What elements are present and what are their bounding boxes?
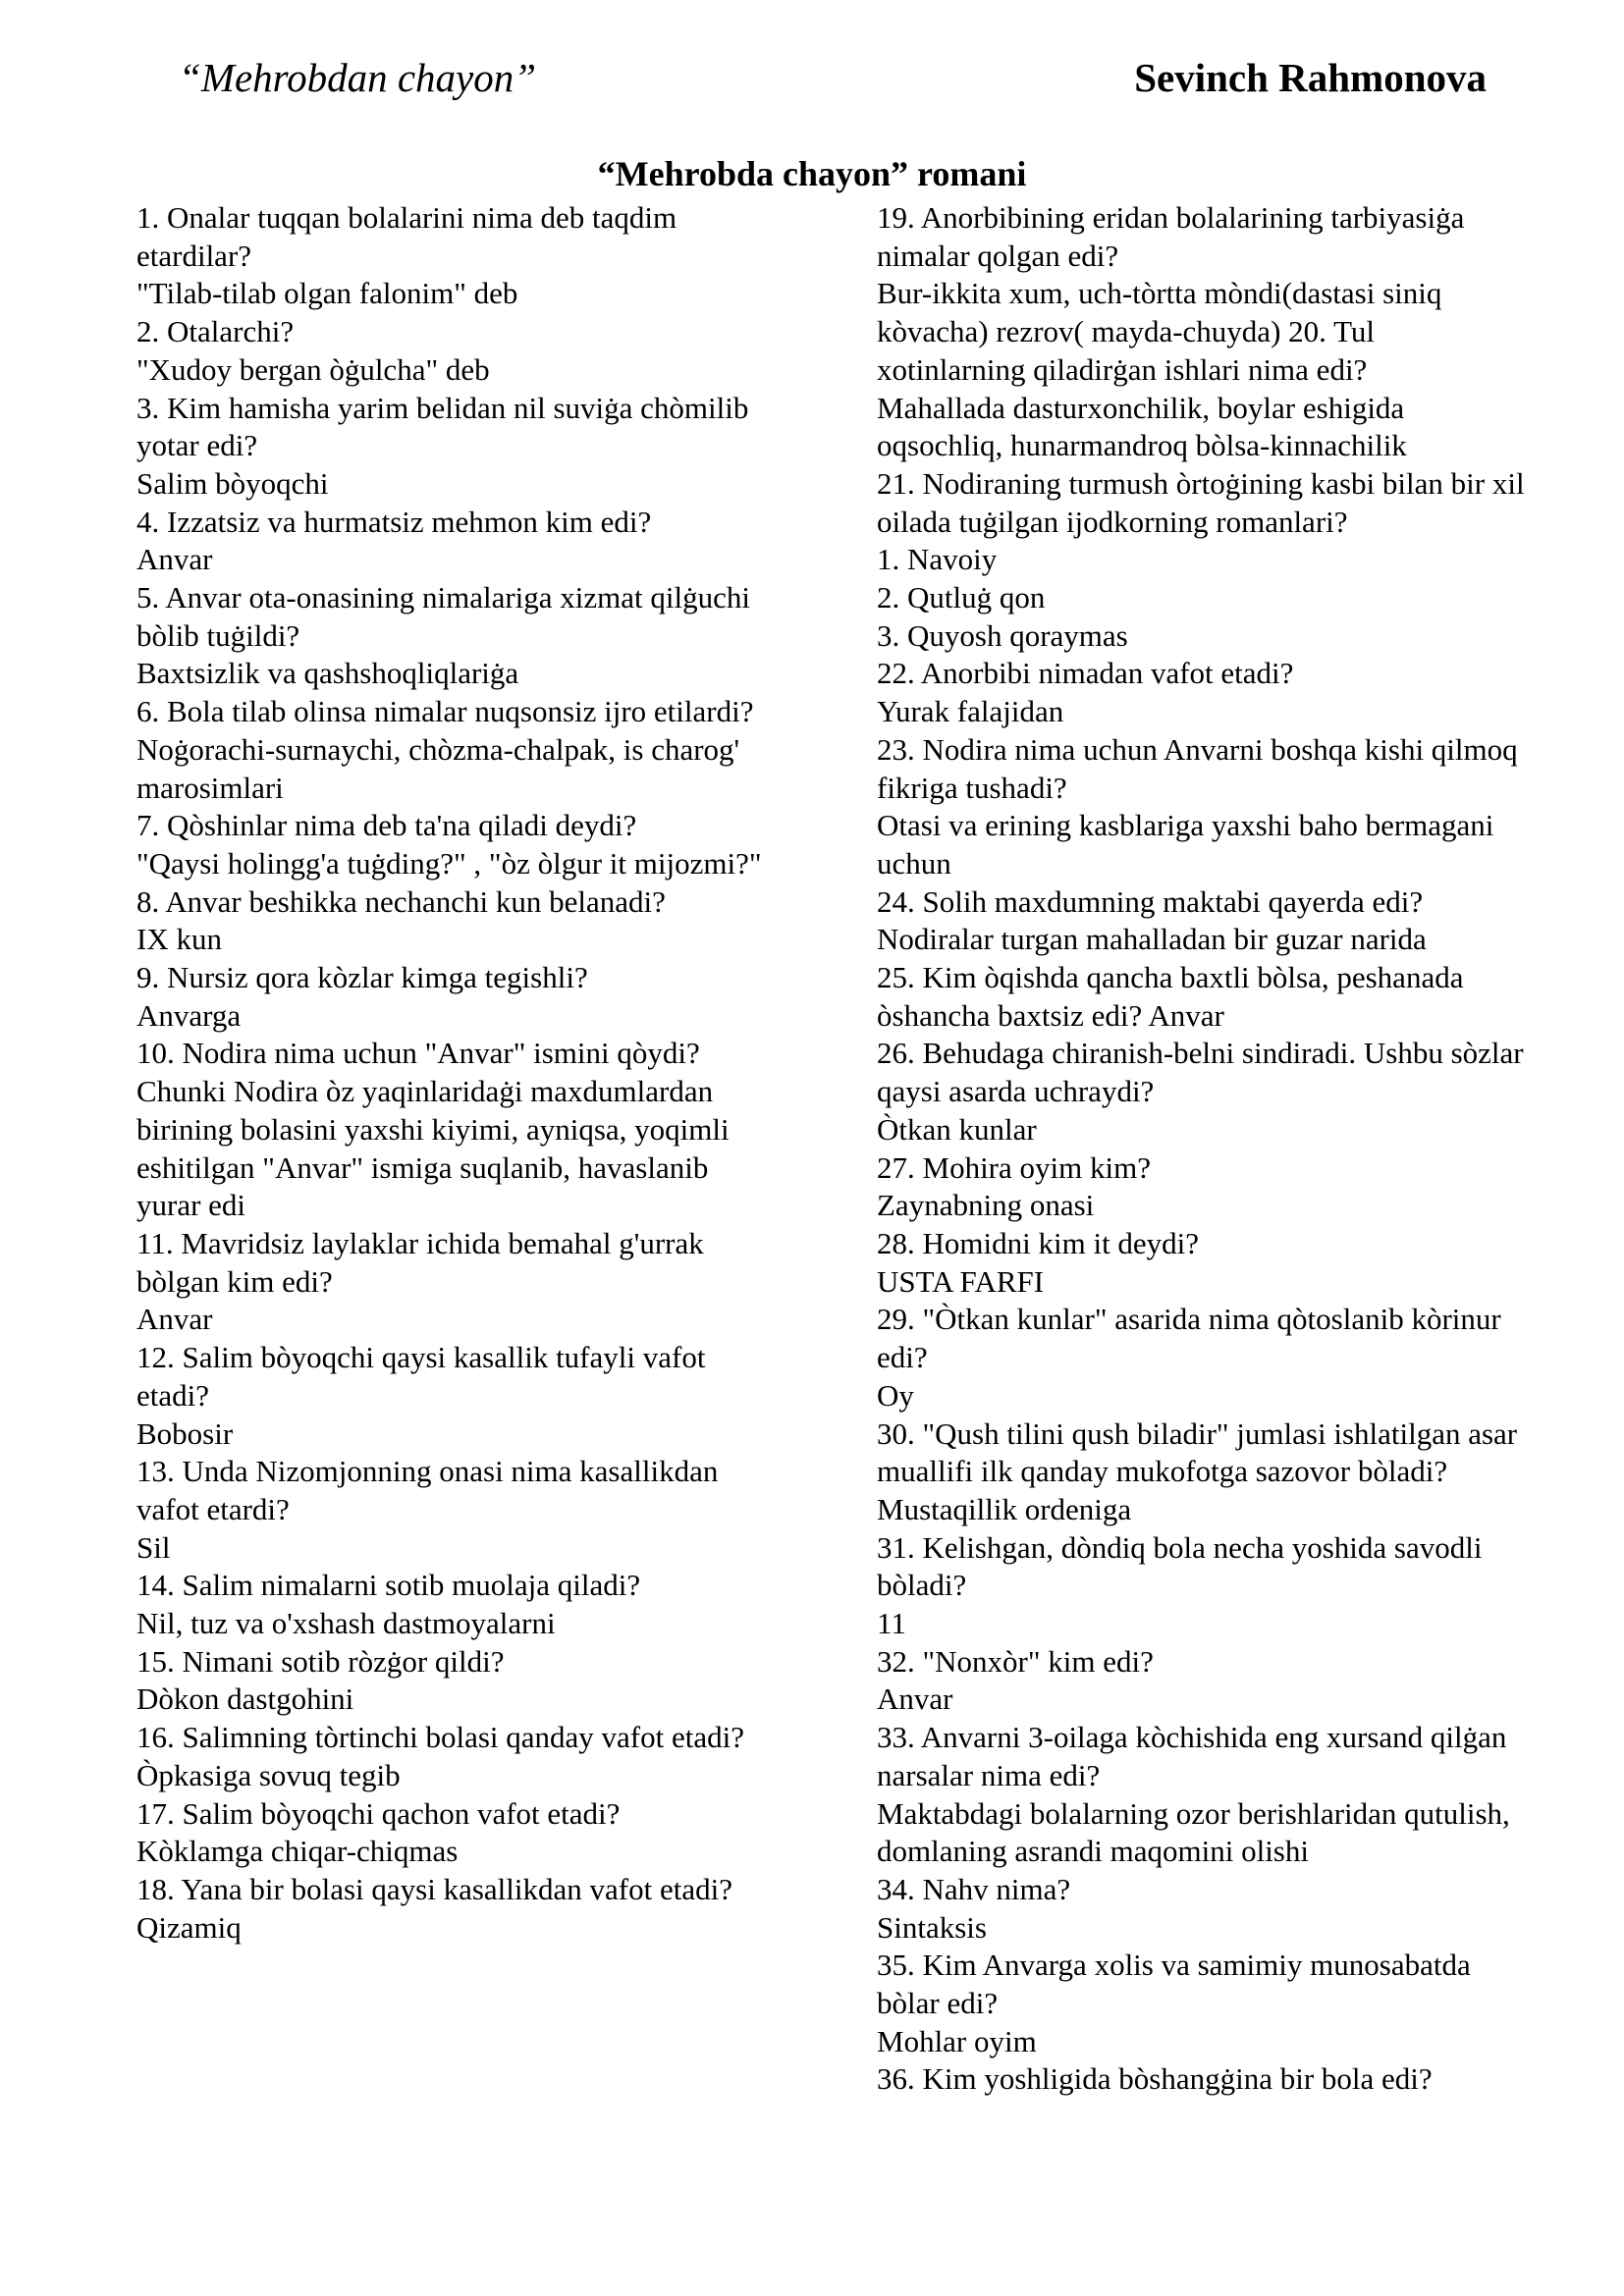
qa-item bbox=[136, 1225, 775, 1339]
qa-item bbox=[877, 959, 1525, 1035]
qa-item bbox=[877, 731, 1525, 883]
qa-item bbox=[136, 199, 775, 313]
qa-item bbox=[136, 390, 775, 504]
qa-item bbox=[877, 883, 1525, 959]
qa-item bbox=[136, 1795, 775, 1871]
answer-text: Anvar bbox=[136, 1302, 213, 1337]
qa-item bbox=[877, 1035, 1525, 1148]
question-text: 26. Behudaga chiranish-belni sindiradi. Ushbu sòzlar qaysi asarda uchraydi? bbox=[877, 1036, 1524, 1109]
qa-item bbox=[136, 1453, 775, 1567]
answer-text: "Tilab-tilab olgan falonim" deb bbox=[136, 276, 518, 311]
question-text: 2. Otalarchi? bbox=[136, 314, 295, 349]
qa-item bbox=[136, 1871, 775, 1947]
question-text: 2. Qutluġ qon bbox=[877, 580, 1046, 615]
question-text: Mahallada dasturxonchilik, boylar eshigida oqsochliq, hunarmandroq bòlsa-kinnachilik bbox=[877, 390, 1407, 463]
answer-text: Sil bbox=[136, 1529, 171, 1565]
answer-text: Nil, tuz va o'xshash dastmoyalarni bbox=[136, 1606, 556, 1641]
answer-text: Bur-ikkita xum, uch-tòrtta mòndi(dastasi siniq kòvacha) rezrov( mayda-chuyda) 20. Tul xotinlarning qiladirġan ishlari nima edi? bbox=[877, 276, 1442, 387]
answer-text: Bobosir bbox=[136, 1415, 234, 1451]
qa-item bbox=[136, 693, 775, 807]
question-text: 35. Kim Anvarga xolis va samimiy munosabatda bòlar edi? bbox=[877, 1948, 1471, 2021]
question-text: 23. Nodira nima uchun Anvarni boshqa kishi qilmoq fikriga tushadi? bbox=[877, 731, 1518, 805]
qa-item bbox=[136, 959, 775, 1035]
question-text: 17. Salim bòyoqchi qachon vafot etadi? bbox=[136, 1795, 621, 1831]
answer-text: Anvarga bbox=[136, 997, 242, 1033]
qa-item bbox=[877, 1947, 1525, 2060]
qa-item bbox=[877, 1149, 1525, 1225]
answer-text: Mohlar oyim bbox=[877, 2023, 1037, 2058]
header-book-title: “Mehrobdan chayon” bbox=[179, 55, 537, 100]
answer-text: Baxtsizlik va qashshoqliqlariġa bbox=[136, 656, 519, 691]
answer-text: Yurak falajidan bbox=[877, 694, 1064, 729]
question-text: 22. Anorbibi nimadan vafot etadi? bbox=[877, 656, 1294, 691]
answer-text: Noġorachi-surnaychi, chòzma-chalpak, is charog' marosimlari bbox=[136, 731, 740, 805]
question-text: 3. Kim hamisha yarim belidan nil suviġa chòmilib yotar edi? bbox=[136, 390, 749, 463]
answer-text: USTA FARFI bbox=[877, 1263, 1045, 1299]
qa-item bbox=[136, 1035, 775, 1225]
right-column bbox=[877, 199, 1525, 2099]
qa-item bbox=[136, 883, 775, 959]
qa-item bbox=[877, 1301, 1525, 1415]
answer-text: Nodiralar turgan mahalladan bir guzar narida bbox=[877, 922, 1427, 957]
question-text: 11. Mavridsiz laylaklar ichida bemahal g'urrak bòlgan kim edi? bbox=[136, 1225, 704, 1299]
question-text: 24. Solih maxdumning maktabi qayerda edi? bbox=[877, 883, 1424, 919]
answer-text: "Xudoy bergan òġulcha" deb bbox=[136, 351, 490, 387]
question-text: 19. Anorbibining eridan bolalarining tarbiyasiġa nimalar qolgan edi? bbox=[877, 200, 1465, 273]
qa-item bbox=[136, 807, 775, 882]
answer-text: "Qaysi holingg'a tuġding?" , "òz òlgur it mijozmi?" bbox=[136, 845, 762, 881]
answer-text: Òpkasiga sovuq tegib bbox=[136, 1757, 401, 1792]
question-text: 21. Nodiraning turmush òrtoġining kasbi bilan bir xil oilada tuġilgan ijodkorning romanlari? bbox=[877, 465, 1525, 539]
question-text: 15. Nimani sotib ròzġor qildi? bbox=[136, 1643, 505, 1679]
answer-text: Chunki Nodira òz yaqinlaridaġi maxdumlardan birining bolasini yaxshi kiyimi, ayniqsa, yoqimli eshitilgan "Anvar" ismiga suqlanib, havaslanib yurar edi bbox=[136, 1074, 730, 1223]
answer-text: 3. Quyosh qoraymas bbox=[877, 617, 1128, 653]
question-text: 33. Anvarni 3-oilaga kòchishida eng xursand qilġan narsalar nima edi? bbox=[877, 1720, 1507, 1792]
question-text: 27. Mohira oyim kim? bbox=[877, 1149, 1151, 1185]
qa-item bbox=[877, 199, 1525, 390]
question-text: 6. Bola tilab olinsa nimalar nuqsonsiz ijro etilardi? bbox=[136, 694, 754, 729]
question-text: 5. Anvar ota-onasining nimalariga xizmat qilġuchi bòlib tuġildi? bbox=[136, 580, 751, 653]
qa-item bbox=[136, 1719, 775, 1794]
header-author: Sevinch Rahmonova bbox=[1134, 55, 1487, 100]
question-text: 13. Unda Nizomjonning onasi nima kasallikdan vafot etardi? bbox=[136, 1454, 719, 1526]
qa-item bbox=[136, 1643, 775, 1719]
question-text: 32. "Nonxòr" kim edi? bbox=[877, 1643, 1154, 1679]
answer-text: Sintaksis bbox=[877, 1909, 987, 1945]
qa-item bbox=[877, 1871, 1525, 1947]
answer-text: Salim bòyoqchi bbox=[136, 465, 329, 501]
qa-item bbox=[877, 655, 1525, 730]
answer-text: Zaynabning onasi bbox=[877, 1188, 1095, 1223]
answer-text: IX kun bbox=[136, 922, 222, 957]
question-text: 1. Onalar tuqqan bolalarini nima deb taqdim etardilar? bbox=[136, 200, 677, 273]
answer-text: 11 bbox=[877, 1606, 906, 1641]
question-text: 7. Qòshinlar nima deb ta'na qiladi deydi? bbox=[136, 808, 637, 843]
question-text: 36. Kim yoshligida bòshangġina bir bola edi? bbox=[877, 2061, 1433, 2097]
question-text: 34. Nahv nima? bbox=[877, 1871, 1071, 1906]
question-text: 8. Anvar beshikka nechanchi kun belanadi? bbox=[136, 883, 666, 919]
qa-item bbox=[136, 313, 775, 389]
answer-text: Òtkan kunlar bbox=[877, 1111, 1037, 1147]
answer-text: Dòkon dastgohini bbox=[136, 1682, 354, 1717]
qa-item bbox=[136, 579, 775, 693]
question-text: 14. Salim nimalarni sotib muolaja qiladi? bbox=[136, 1568, 641, 1603]
qa-item bbox=[877, 2060, 1525, 2099]
qa-item bbox=[877, 1719, 1525, 1871]
qa-item bbox=[136, 504, 775, 579]
question-text: 18. Yana bir bolasi qaysi kasallikdan vafot etadi? bbox=[136, 1871, 732, 1906]
answer-text: Mustaqillik ordeniga bbox=[877, 1491, 1132, 1526]
left-column bbox=[136, 199, 775, 1947]
question-text: 10. Nodira nima uchun "Anvar" ismini qòydi? bbox=[136, 1036, 700, 1071]
answer-text: Kòklamga chiqar-chiqmas bbox=[136, 1834, 459, 1869]
question-text: 30. "Qush tilini qush biladir" jumlasi ishlatilgan asar muallifi ilk qanday mukofotga sazovor bòladi? bbox=[877, 1415, 1518, 1489]
answer-text: Anvar bbox=[136, 542, 213, 577]
qa-item bbox=[877, 465, 1525, 579]
answer-text: 1. Navoiy bbox=[877, 542, 998, 577]
question-text: 25. Kim òqishda qancha baxtli bòlsa, peshanada òshancha baxtsiz edi? Anvar bbox=[877, 960, 1464, 1033]
answer-text: Otasi va erining kasblariga yaxshi baho bermagani uchun bbox=[877, 808, 1494, 881]
qa-item bbox=[877, 1643, 1525, 1719]
question-text: 29. "Òtkan kunlar" asarida nima qòtoslanib kòrinur edi? bbox=[877, 1302, 1501, 1375]
answer-text: Oy bbox=[877, 1377, 914, 1413]
answer-text: Maktabdagi bolalarning ozor berishlaridan qutulish, domlaning asrandi maqomini olishi bbox=[877, 1795, 1510, 1869]
qa-item bbox=[877, 1225, 1525, 1301]
qa-item bbox=[136, 1339, 775, 1453]
qa-item bbox=[136, 1567, 775, 1642]
answer-text: Qizamiq bbox=[136, 1909, 242, 1945]
qa-item bbox=[877, 390, 1525, 465]
answer-text: Anvar bbox=[877, 1682, 953, 1717]
question-text: 9. Nursiz qora kòzlar kimga tegishli? bbox=[136, 960, 588, 995]
qa-item bbox=[877, 1415, 1525, 1529]
question-text: 12. Salim bòyoqchi qaysi kasallik tufayli vafot etadi? bbox=[136, 1340, 706, 1413]
qa-item bbox=[877, 1529, 1525, 1643]
question-text: 31. Kelishgan, dòndiq bola necha yoshida savodli bòladi? bbox=[877, 1529, 1483, 1603]
question-text: 4. Izzatsiz va hurmatsiz mehmon kim edi? bbox=[136, 504, 652, 539]
question-text: 16. Salimning tòrtinchi bolasi qanday vafot etadi? bbox=[136, 1720, 745, 1755]
qa-item bbox=[877, 579, 1525, 655]
document-title: “Mehrobda chayon” romani bbox=[597, 154, 1027, 193]
question-text: 28. Homidni kim it deydi? bbox=[877, 1225, 1200, 1260]
